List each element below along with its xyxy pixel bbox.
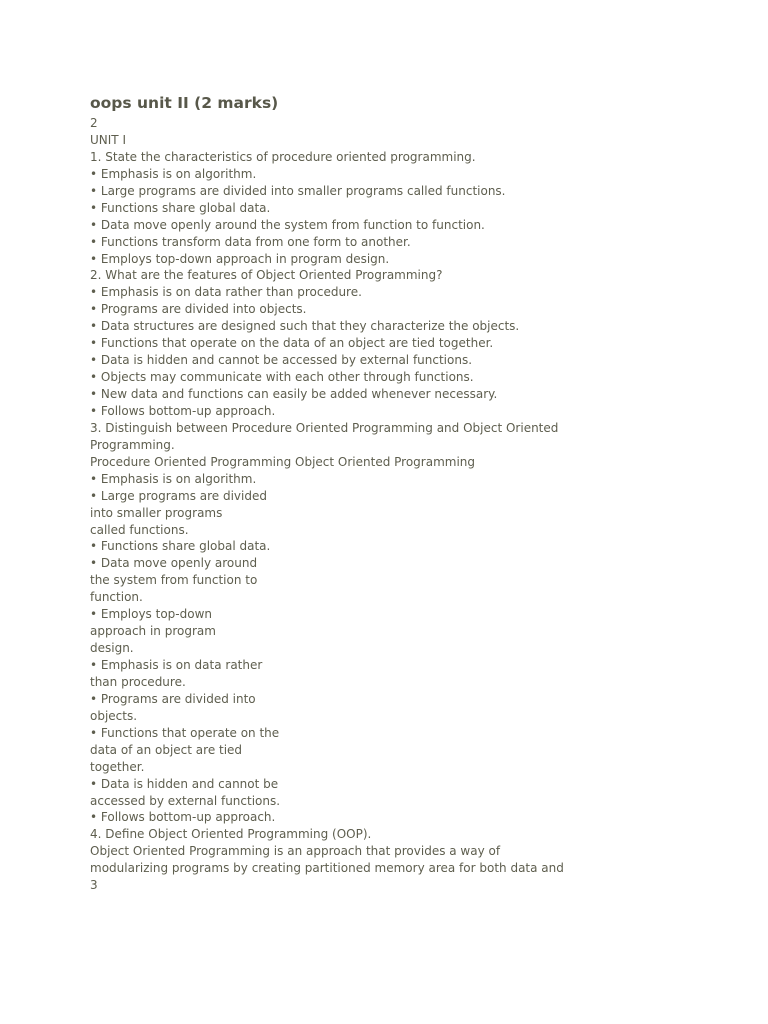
text-line: • Large programs are divided [90, 488, 267, 503]
text-line: than procedure. [90, 674, 186, 689]
text-line: • Functions that operate on the [90, 725, 280, 740]
text-line: Object Oriented Programming is an approach that provides a way of [90, 844, 501, 859]
text-line: 3. Distinguish between Procedure Oriented Programming and Object Oriented [90, 420, 559, 435]
text-line: 2 [90, 116, 98, 130]
text-line: data of an object are tied [90, 742, 243, 757]
text-line: accessed by external functions. [90, 793, 281, 808]
document-body [90, 115, 750, 894]
text-line: the system from function to [90, 573, 258, 588]
text-line: Programming. [90, 437, 175, 452]
text-line: objects. [90, 708, 138, 723]
text-line: • Data structures are designed such that they characterize the objects. [90, 319, 520, 334]
text-line: • Programs are divided into objects. [90, 302, 307, 317]
text-line: • Functions transform data from one form to another. [90, 234, 411, 249]
text-line: function. [90, 590, 143, 605]
text-line: • Data is hidden and cannot be [90, 776, 279, 791]
text-line: • Functions that operate on the data of an object are tied together. [90, 336, 494, 351]
text-line: • Programs are divided into [90, 691, 256, 706]
text-line: • Objects may communicate with each other through functions. [90, 370, 474, 385]
text-line: • Large programs are divided into smaller programs called functions. [90, 183, 506, 198]
text-line: • Emphasis is on algorithm. [90, 471, 257, 486]
text-line: • Employs top-down [90, 607, 212, 622]
document-page [90, 92, 750, 894]
text-line: 1. State the characteristics of procedure oriented programming. [90, 149, 476, 164]
text-line: • Data move openly around [90, 556, 258, 571]
text-line: • Follows bottom-up approach. [90, 810, 276, 825]
text-line: • Employs top-down approach in program design. [90, 251, 390, 266]
text-line: • New data and functions can easily be added whenever necessary. [90, 387, 498, 401]
text-line: approach in program [90, 624, 216, 639]
text-line: design. [90, 641, 134, 656]
text-line: Procedure Oriented Programming Object Oriented Programming [90, 454, 476, 469]
text-line: • Data move openly around the system from function to function. [90, 217, 485, 232]
text-line: • Data is hidden and cannot be accessed by external functions. [90, 353, 473, 368]
text-line: • Follows bottom-up approach. [90, 403, 276, 418]
text-line: together. [90, 759, 145, 774]
text-line: • Functions share global data. [90, 200, 271, 215]
text-line: UNIT I [90, 132, 126, 147]
text-line: modularizing programs by creating partitioned memory area for both data and [90, 861, 564, 876]
document-title: oops unit II (2 marks) [90, 94, 279, 112]
text-line: • Emphasis is on data rather than procedure. [90, 285, 362, 300]
text-line: • Functions share global data. [90, 539, 271, 554]
text-line: 3 [90, 878, 98, 893]
text-line: • Emphasis is on data rather [90, 658, 263, 672]
text-line: 2. What are the features of Object Oriented Programming? [90, 268, 443, 283]
text-line: • Emphasis is on algorithm. [90, 166, 257, 181]
text-line: called functions. [90, 522, 189, 537]
text-line: 4. Define Object Oriented Programming (OOP). [90, 827, 372, 842]
text-line: into smaller programs [90, 505, 223, 520]
